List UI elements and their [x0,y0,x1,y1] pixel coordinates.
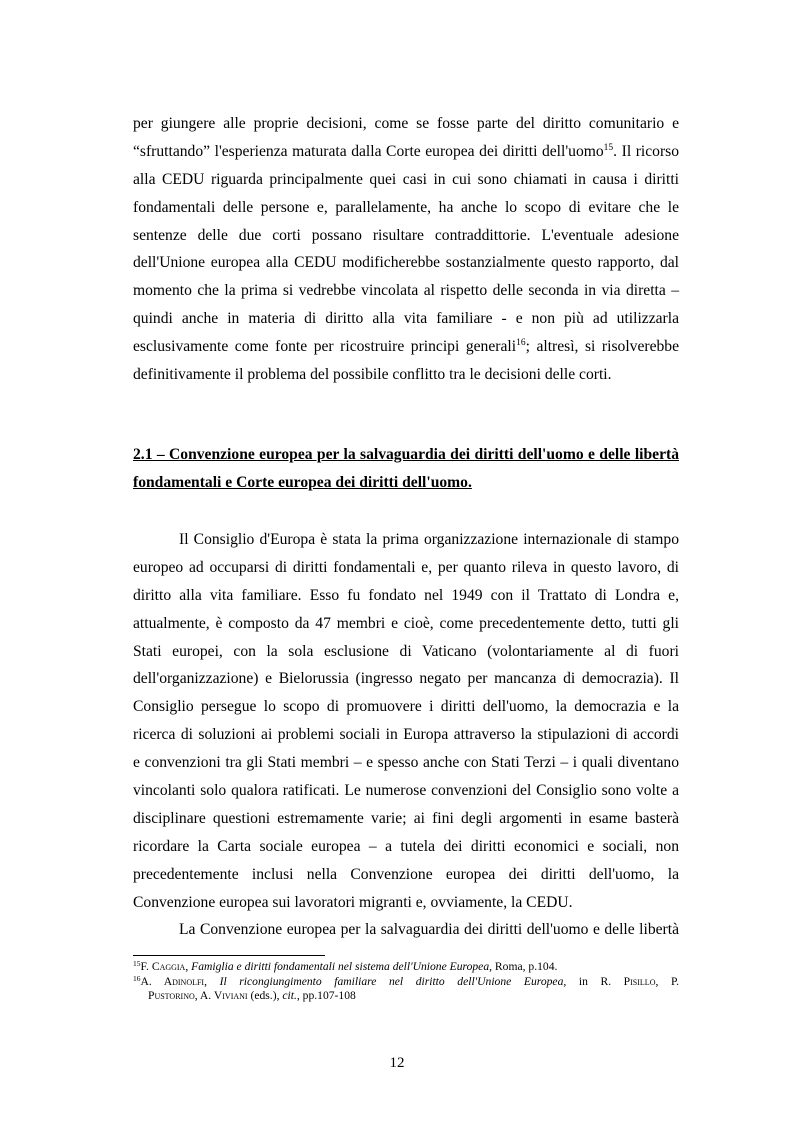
footnote-cit: cit. [282,989,297,1002]
text-line: ricordare la Carta sociale europea – a tutela dei diritti economici e sociali, non [133,837,679,855]
text-line: dell'Unione europea alla CEDU modificherebbe sostanzialmente questo rapporto, dal [133,254,679,272]
footnote-text: , pp.107-108 [296,989,356,1002]
text-line: per giungere alle proprie decisioni, come se fosse parte del diritto comunitario e [133,115,679,132]
text-line: diritto alla vita familiare. Esso fu fondato nel 1949 con il Trattato di Londra e, [133,586,679,604]
footnote-text: P [148,989,155,1002]
paragraph-intro [133,110,679,389]
footnote-author: A. A [140,974,173,988]
footnote-title: Famiglia e diritti fondamentali nel sistema dell'Unione Europea [191,960,490,973]
footnote-text: , A. V [194,989,223,1002]
page-number: 12 [389,1055,405,1071]
text-line: La Convenzione europea per la salvaguardia dei diritti dell'uomo e delle libertà [179,921,679,939]
text-line: dell'organizzazione) e Bielorussia (ingresso negato per mancanza di democrazia). Il [133,670,679,688]
footnote-editor-sc: isillo [630,974,656,988]
text-line: attualmente, è composto da 47 membri e cioè, come precedentemente detto, tutti gli [133,614,679,632]
footnote-text: , [185,960,192,973]
footnote-number: 16 [133,973,141,983]
footnote-16 [133,975,679,990]
text-line: Stati europei, con la sola esclusione di Vaticano (volontariamente al di fuori [133,642,679,660]
section-heading [133,441,679,496]
footnote-cont-line [133,989,679,1004]
footnote-author-sc: dinolfi [172,974,205,988]
text-line: alla CEDU riguarda principalmente quei casi in cui sono chiamati in causa i diritti [133,170,679,188]
footnotes [133,960,679,1004]
text-line: precedentemente inclusi nella Convenzione europea dei diritti dell'uomo, la [133,865,679,883]
text-line: vincolanti solo qualora ratificati. Le numerose convenzioni del Consiglio sono volte a [133,782,679,800]
footnote-text: , P. [655,974,680,988]
text-span: ; altresì, si risolverebbe [525,338,680,356]
text-line: ricerca di soluzioni ai problemi sociali in Europa attraverso la stipulazioni di accordi [133,726,679,744]
footnote-15 [133,960,679,975]
footnote-number: 15 [133,959,141,968]
text-line: Il Consiglio d'Europa è stata la prima organizzazione internazionale di stampo [179,531,679,548]
text-span: . Il ricorso [613,142,679,160]
text-span: esclusivamente come fonte per ricostruire principi generali [133,338,517,356]
footnote-author: F. C [140,960,160,973]
text-line: sentenze delle due corti possano risultare contraddittorie. L'eventuale adesione [133,226,679,244]
text-line: europeo ad occuparsi di diritti fondamentali e, per quanto rileva in questo lavoro, di [133,558,679,576]
text-line [133,138,679,166]
footnote-ref-16[interactable]: 16 [516,338,526,349]
text-line: quindi anche in materia di diritto alla vita familiare - e non più ad utilizzarla [133,310,679,328]
paragraph-consiglio [133,526,679,944]
footnote-text: in R. P [566,974,631,988]
footnote-editor-sc: ustorino [154,989,195,1002]
text-line: disciplinare questioni estremamente varie; ai fini degli argomenti in esame basterà [133,809,679,827]
text-line: Consiglio persegue lo scopo di promuovere i diritti dell'uomo, la democrazia e la [133,698,679,716]
text-line: momento che la prima si vedrebbe vincolata al rispetto delle seconda in via diretta – [133,282,679,300]
heading-line: fondamentali e Corte europea dei diritti dell'uomo. [133,473,472,491]
text-line: Convenzione europea sui lavoratori migranti e, ovviamente, la CEDU. [133,893,573,911]
text-line: definitivamente il problema del possibile conflitto tra le decisioni delle corti. [133,366,612,384]
footnote-text: (eds.), [247,989,283,1002]
text-line: e convenzioni tra gli Stati membri – e spesso anche con Stati Terzi – i quali diventano [133,754,679,772]
text-span: “sfruttando” l'esperienza maturata dalla Corte europea dei diritti dell'uomo [133,142,604,160]
footnote-ref-15[interactable]: 15 [603,142,614,153]
text-line: fondamentali delle persone e, parallelamente, ha anche lo scopo di evitare che le [133,198,679,216]
footnote-text: , Roma, p.104. [489,960,558,973]
footnote-author-sc: aggia [159,960,186,973]
heading-line: 2.1 – Convenzione europea per la salvaguardia dei diritti dell'uomo e delle libertà [133,446,679,463]
footnote-separator [133,955,325,956]
footnote-16-continuation [133,989,679,1004]
text-line [133,333,679,361]
footnote-text: , [204,974,220,988]
footnote-editor-sc: iviani [222,989,248,1002]
footnote-title: Il ricongiungimento familiare nel diritto dell'Unione Europea, [219,974,567,988]
